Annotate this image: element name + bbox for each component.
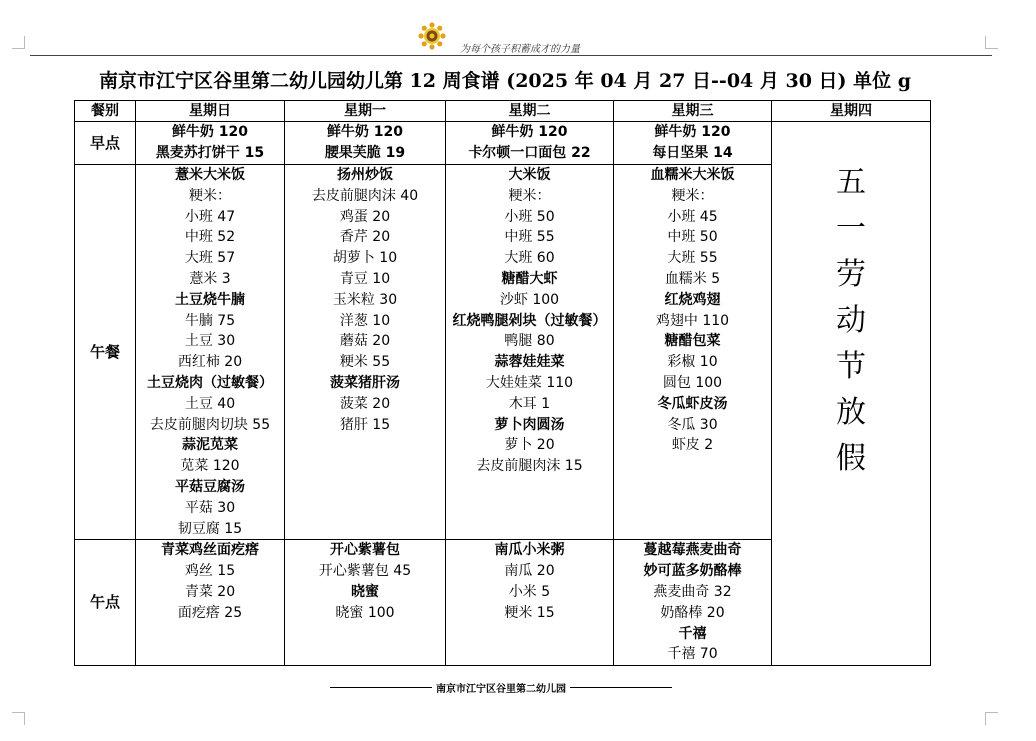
ingredient-line: 香芹 20 (339, 229, 391, 246)
column-header-wednesday: 星期三 (614, 101, 772, 122)
ingredient-line: 去皮前腿肉切块 55 (149, 416, 271, 433)
ingredient-line: 土豆 40 (184, 395, 236, 412)
ingredient-line: 中班 50 (667, 229, 718, 246)
column-header-meal: 餐别 (75, 101, 136, 122)
ingredient-line: 蘑菇 20 (339, 333, 391, 350)
dish-name: 萝卜肉圆汤 (494, 416, 565, 433)
snack-tuesday (446, 540, 614, 666)
dish-name: 蒜蓉娃娃菜 (494, 354, 565, 371)
lunch-monday (285, 165, 446, 540)
food-item: 黑麦苏打饼干 15 (155, 144, 265, 161)
ingredient-line: 牛腩 75 (184, 312, 236, 329)
dish-name: 妙可蓝多奶酪棒 (643, 563, 742, 580)
food-item: 卡尔顿一口面包 22 (468, 144, 591, 161)
ingredient-line: 大娃娃菜 110 (485, 374, 574, 391)
ingredient-line: 大班 57 (184, 250, 236, 267)
lunch-sunday (136, 165, 285, 540)
ingredient-line: 沙虾 100 (499, 291, 560, 308)
ingredient-line: 小米 5 (508, 583, 551, 600)
ingredient-line: 中班 55 (504, 229, 555, 246)
dish-name: 千禧 (678, 625, 707, 642)
dish-name: 红烧鸡翅 (664, 291, 721, 308)
ingredient-line: 鸭腿 80 (504, 333, 555, 350)
crop-mark-bottom-left (12, 712, 25, 725)
meal-label-lunch: 午餐 (75, 165, 136, 540)
ingredient-line: 萝卜 20 (504, 437, 555, 454)
thursday-holiday-cell (772, 122, 931, 666)
dish-name: 平菇豆腐汤 (175, 478, 245, 495)
ingredient-line: 面疙瘩 25 (177, 604, 243, 621)
ingredient-line: 鸡翅中 110 (655, 312, 730, 329)
breakfast-monday (285, 122, 446, 165)
dish-name: 土豆烧肉（过敏餐） (147, 374, 273, 391)
footer (330, 680, 672, 695)
food-item: 腰果芙脆 19 (324, 144, 406, 161)
ingredient-line: 冬瓜 30 (667, 416, 718, 433)
ingredient-line: 南瓜 20 (504, 563, 555, 580)
ingredient-line: 小班 47 (184, 208, 236, 225)
ingredient-line: 去皮前腿肉沫 40 (311, 187, 419, 204)
ingredient-line: 土豆 30 (184, 333, 236, 350)
ingredient-line: 燕麦曲奇 32 (653, 583, 732, 600)
ingredient-line: 鸡蛋 20 (339, 208, 391, 225)
column-header-thursday: 星期四 (772, 101, 931, 122)
ingredient-line: 胡萝卜 10 (332, 250, 398, 267)
dish-name: 蒜泥苋菜 (182, 437, 238, 454)
ingredient-line: 大班 55 (667, 250, 718, 267)
dish-name: 大米饭 (508, 167, 551, 183)
dish-name: 糖醋包菜 (664, 333, 721, 350)
ingredient-line: 彩椒 10 (667, 354, 718, 371)
snack-sunday (136, 540, 285, 666)
ingredient-line: 薏米 3 (189, 270, 231, 287)
dish-name: 扬州炒饭 (337, 167, 393, 183)
ingredient-line: 去皮前腿肉沫 15 (476, 458, 583, 475)
ingredient-line: 小班 50 (504, 208, 555, 225)
crop-mark-top-left (12, 36, 25, 49)
ingredient-line: 开心紫薯包 45 (318, 563, 412, 580)
ingredient-line: 平菇 30 (184, 499, 236, 516)
ingredient-line: 大班 60 (504, 250, 555, 267)
ingredient-line: 粳米： (189, 187, 231, 204)
dish-name: 南瓜小米粥 (494, 542, 565, 559)
dish-name: 青菜鸡丝面疙瘩 (161, 542, 259, 559)
dish-name: 菠菜猪肝汤 (330, 374, 400, 391)
ingredient-line: 青豆 10 (339, 270, 391, 287)
ingredient-line: 奶酪棒 20 (660, 604, 725, 621)
holiday-notice: 五一劳动节放假 (836, 165, 866, 476)
ingredient-line: 粳米： (671, 187, 714, 204)
dish-name: 血糯米大米饭 (650, 167, 735, 183)
dish-name: 土豆烧牛腩 (175, 291, 245, 308)
ingredient-line: 虾皮 2 (671, 437, 714, 454)
food-item: 鲜牛奶 120 (654, 124, 731, 140)
footer-rule-left (330, 687, 432, 688)
meal-label-breakfast: 早点 (75, 122, 136, 165)
lunch-wednesday (614, 165, 772, 540)
breakfast-wednesday (614, 122, 772, 165)
food-item: 鲜牛奶 120 (171, 124, 249, 140)
dish-name: 红烧鸭腿剁块（过敏餐） (452, 312, 607, 329)
dish-name: 薏米大米饭 (175, 167, 245, 183)
ingredient-line: 猪肝 15 (339, 416, 391, 433)
ingredient-line: 血糯米 5 (664, 270, 721, 287)
dish-name: 冬瓜虾皮汤 (657, 395, 728, 412)
ingredient-line: 玉米粒 30 (332, 291, 398, 308)
snack-wednesday (614, 540, 772, 666)
lunch-tuesday (446, 165, 614, 540)
ingredient-line: 西红柿 20 (177, 354, 243, 371)
ingredient-line: 圆包 100 (662, 374, 723, 391)
breakfast-row (75, 122, 931, 165)
sunflower-logo-icon (418, 22, 446, 50)
ingredient-line: 洋葱 10 (339, 312, 391, 329)
column-header-sunday: 星期日 (136, 101, 285, 122)
footer-text: 南京市江宁区谷里第二幼儿园 (436, 684, 566, 695)
footer-rule-right (570, 687, 672, 688)
dish-name: 开心紫薯包 (330, 542, 400, 559)
ingredient-line: 小班 45 (667, 208, 718, 225)
ingredient-line: 晓蜜 100 (335, 604, 395, 621)
dish-name: 糖醋大虾 (501, 270, 558, 287)
ingredient-line: 粳米： (508, 187, 551, 204)
breakfast-sunday (136, 122, 285, 165)
breakfast-tuesday (446, 122, 614, 165)
crop-mark-top-right (985, 36, 998, 49)
food-item: 鲜牛奶 120 (491, 124, 568, 140)
ingredient-line: 中班 52 (184, 229, 236, 246)
header-row (75, 101, 931, 122)
meal-label-snack: 午点 (75, 540, 136, 666)
dish-name: 蔓越莓燕麦曲奇 (643, 542, 742, 559)
ingredient-line: 木耳 1 (508, 395, 551, 412)
ingredient-line: 苋菜 120 (180, 458, 240, 475)
ingredient-line: 千禧 70 (667, 646, 718, 663)
ingredient-line: 粳米 55 (339, 354, 391, 371)
ingredient-line: 鸡丝 15 (184, 563, 236, 580)
dish-name: 晓蜜 (351, 583, 379, 600)
crop-mark-bottom-right (985, 712, 998, 725)
header-rule (30, 55, 992, 56)
column-header-monday: 星期一 (285, 101, 446, 122)
ingredient-line: 韧豆腐 15 (177, 520, 243, 537)
food-item: 鲜牛奶 120 (326, 124, 404, 140)
page-title: 南京市江宁区谷里第二幼儿园幼儿第 12 周食谱 (2025 年 04 月 27 日--04 月 30 日) 单位 g (98, 70, 912, 92)
ingredient-line: 青菜 20 (184, 583, 236, 600)
header-slogan: 为每个孩子积蓄成才的力量 (460, 44, 580, 55)
weekly-menu-table (74, 100, 931, 666)
snack-monday (285, 540, 446, 666)
ingredient-line: 粳米 15 (504, 604, 555, 621)
column-header-tuesday: 星期二 (446, 101, 614, 122)
food-item: 每日坚果 14 (652, 144, 733, 161)
ingredient-line: 菠菜 20 (339, 395, 391, 412)
